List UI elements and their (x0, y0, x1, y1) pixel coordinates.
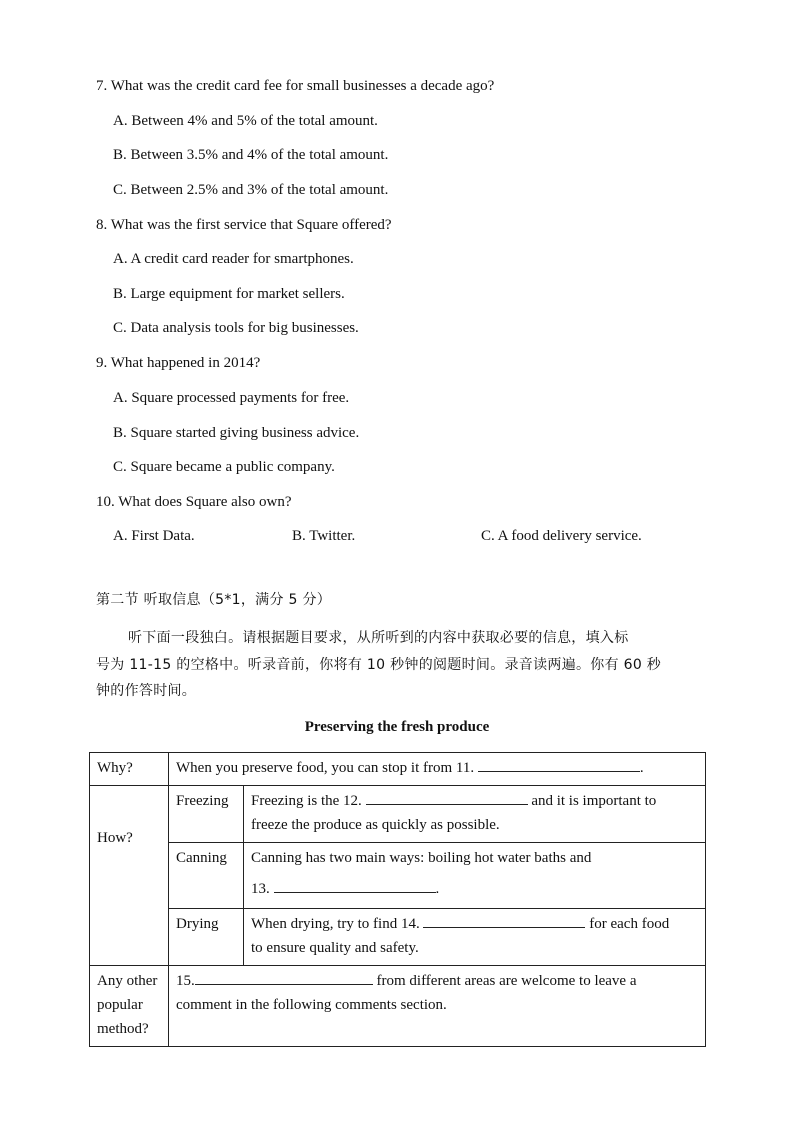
blank-14 (423, 913, 585, 928)
other-text-15: 15. (176, 973, 195, 989)
question-10-stem: 10. What does Square also own? (96, 494, 292, 510)
other-label-cell (90, 966, 169, 1047)
table-row-why (90, 753, 706, 786)
question-10-option-c: C. A food delivery service. (481, 528, 642, 544)
question-8-option-a: A. A credit card reader for smartphones. (113, 251, 354, 267)
blank-15 (195, 970, 373, 985)
drying-text: When drying, try to find 14. (251, 916, 420, 932)
table-row-freezing (90, 786, 706, 843)
question-8-option-b: B. Large equipment for market sellers. (113, 286, 345, 302)
why-label-cell (90, 753, 169, 786)
section-2-heading: 第二节 听取信息（5*1，满分 5 分） (96, 592, 332, 608)
drying-label-cell (169, 909, 244, 966)
section-2-instructions-line-3: 钟的作答时间。 (96, 683, 197, 699)
freezing-label: Freezing (176, 793, 229, 809)
drying-content-cell (244, 909, 706, 966)
other-label-line-1: Any other (97, 973, 158, 989)
table-row-canning (90, 843, 706, 909)
freezing-text-cont: and it is important to (531, 793, 657, 809)
other-label-line-2: popular (97, 997, 143, 1013)
table-title: Preserving the fresh produce (304, 719, 490, 735)
question-7-option-b: B. Between 3.5% and 4% of the total amount. (113, 147, 389, 163)
freezing-content-cell (244, 786, 706, 843)
why-label: Why? (97, 760, 133, 776)
question-7-stem: 7. What was the credit card fee for small businesses a decade ago? (96, 78, 495, 94)
question-7-option-c: C. Between 2.5% and 3% of the total amount. (113, 182, 389, 198)
blank-12 (366, 790, 528, 805)
section-2-instructions-line-2: 号为 11-15 的空格中。听录音前，你将有 10 秒钟的阅题时间。录音读两遍。你有 60 秒 (96, 657, 662, 673)
section-2-instructions-line-1: 听下面一段独白。请根据题目要求，从所听到的内容中获取必要的信息，填入标 (128, 630, 629, 646)
canning-label-cell (169, 843, 244, 909)
question-8-option-c: C. Data analysis tools for big businesses. (113, 320, 359, 336)
drying-text-cont: for each food (589, 916, 670, 932)
blank-13 (274, 878, 436, 893)
freezing-text: Freezing is the 12. (251, 793, 362, 809)
canning-content-cell (244, 843, 706, 909)
drying-text-line-2: to ensure quality and safety. (251, 940, 419, 956)
canning-text: Canning has two main ways: boiling hot water baths and (251, 850, 592, 866)
canning-text-13: 13. (251, 881, 270, 897)
question-9-option-b: B. Square started giving business advice. (113, 425, 360, 441)
why-text: When you preserve food, you can stop it from 11. (176, 760, 475, 776)
other-text-line-2: comment in the following comments section. (176, 997, 447, 1013)
how-label: How? (97, 830, 133, 846)
question-8-stem: 8. What was the first service that Square offered? (96, 217, 392, 233)
question-9-option-a: A. Square processed payments for free. (113, 390, 350, 406)
question-9-option-c: C. Square became a public company. (113, 459, 335, 475)
freezing-text-line-2: freeze the produce as quickly as possible. (251, 817, 500, 833)
question-9-stem: 9. What happened in 2014? (96, 355, 261, 371)
question-10-option-a: A. First Data. (113, 528, 195, 544)
canning-text-end: . (435, 881, 440, 897)
table-row-other (90, 966, 706, 1047)
question-7-option-a: A. Between 4% and 5% of the total amount. (113, 113, 378, 129)
drying-label: Drying (176, 916, 219, 932)
how-label-cell (90, 786, 169, 966)
blank-11 (478, 757, 640, 772)
canning-label: Canning (176, 850, 227, 866)
table-row-drying (90, 909, 706, 966)
other-label-line-3: method? (97, 1021, 149, 1037)
other-text: from different areas are welcome to leave a (376, 973, 637, 989)
preserving-table (89, 752, 706, 1047)
question-10-option-b: B. Twitter. (292, 528, 356, 544)
why-content-cell (169, 753, 706, 786)
other-content-cell (169, 966, 706, 1047)
freezing-label-cell (169, 786, 244, 843)
why-text-end: . (639, 760, 644, 776)
